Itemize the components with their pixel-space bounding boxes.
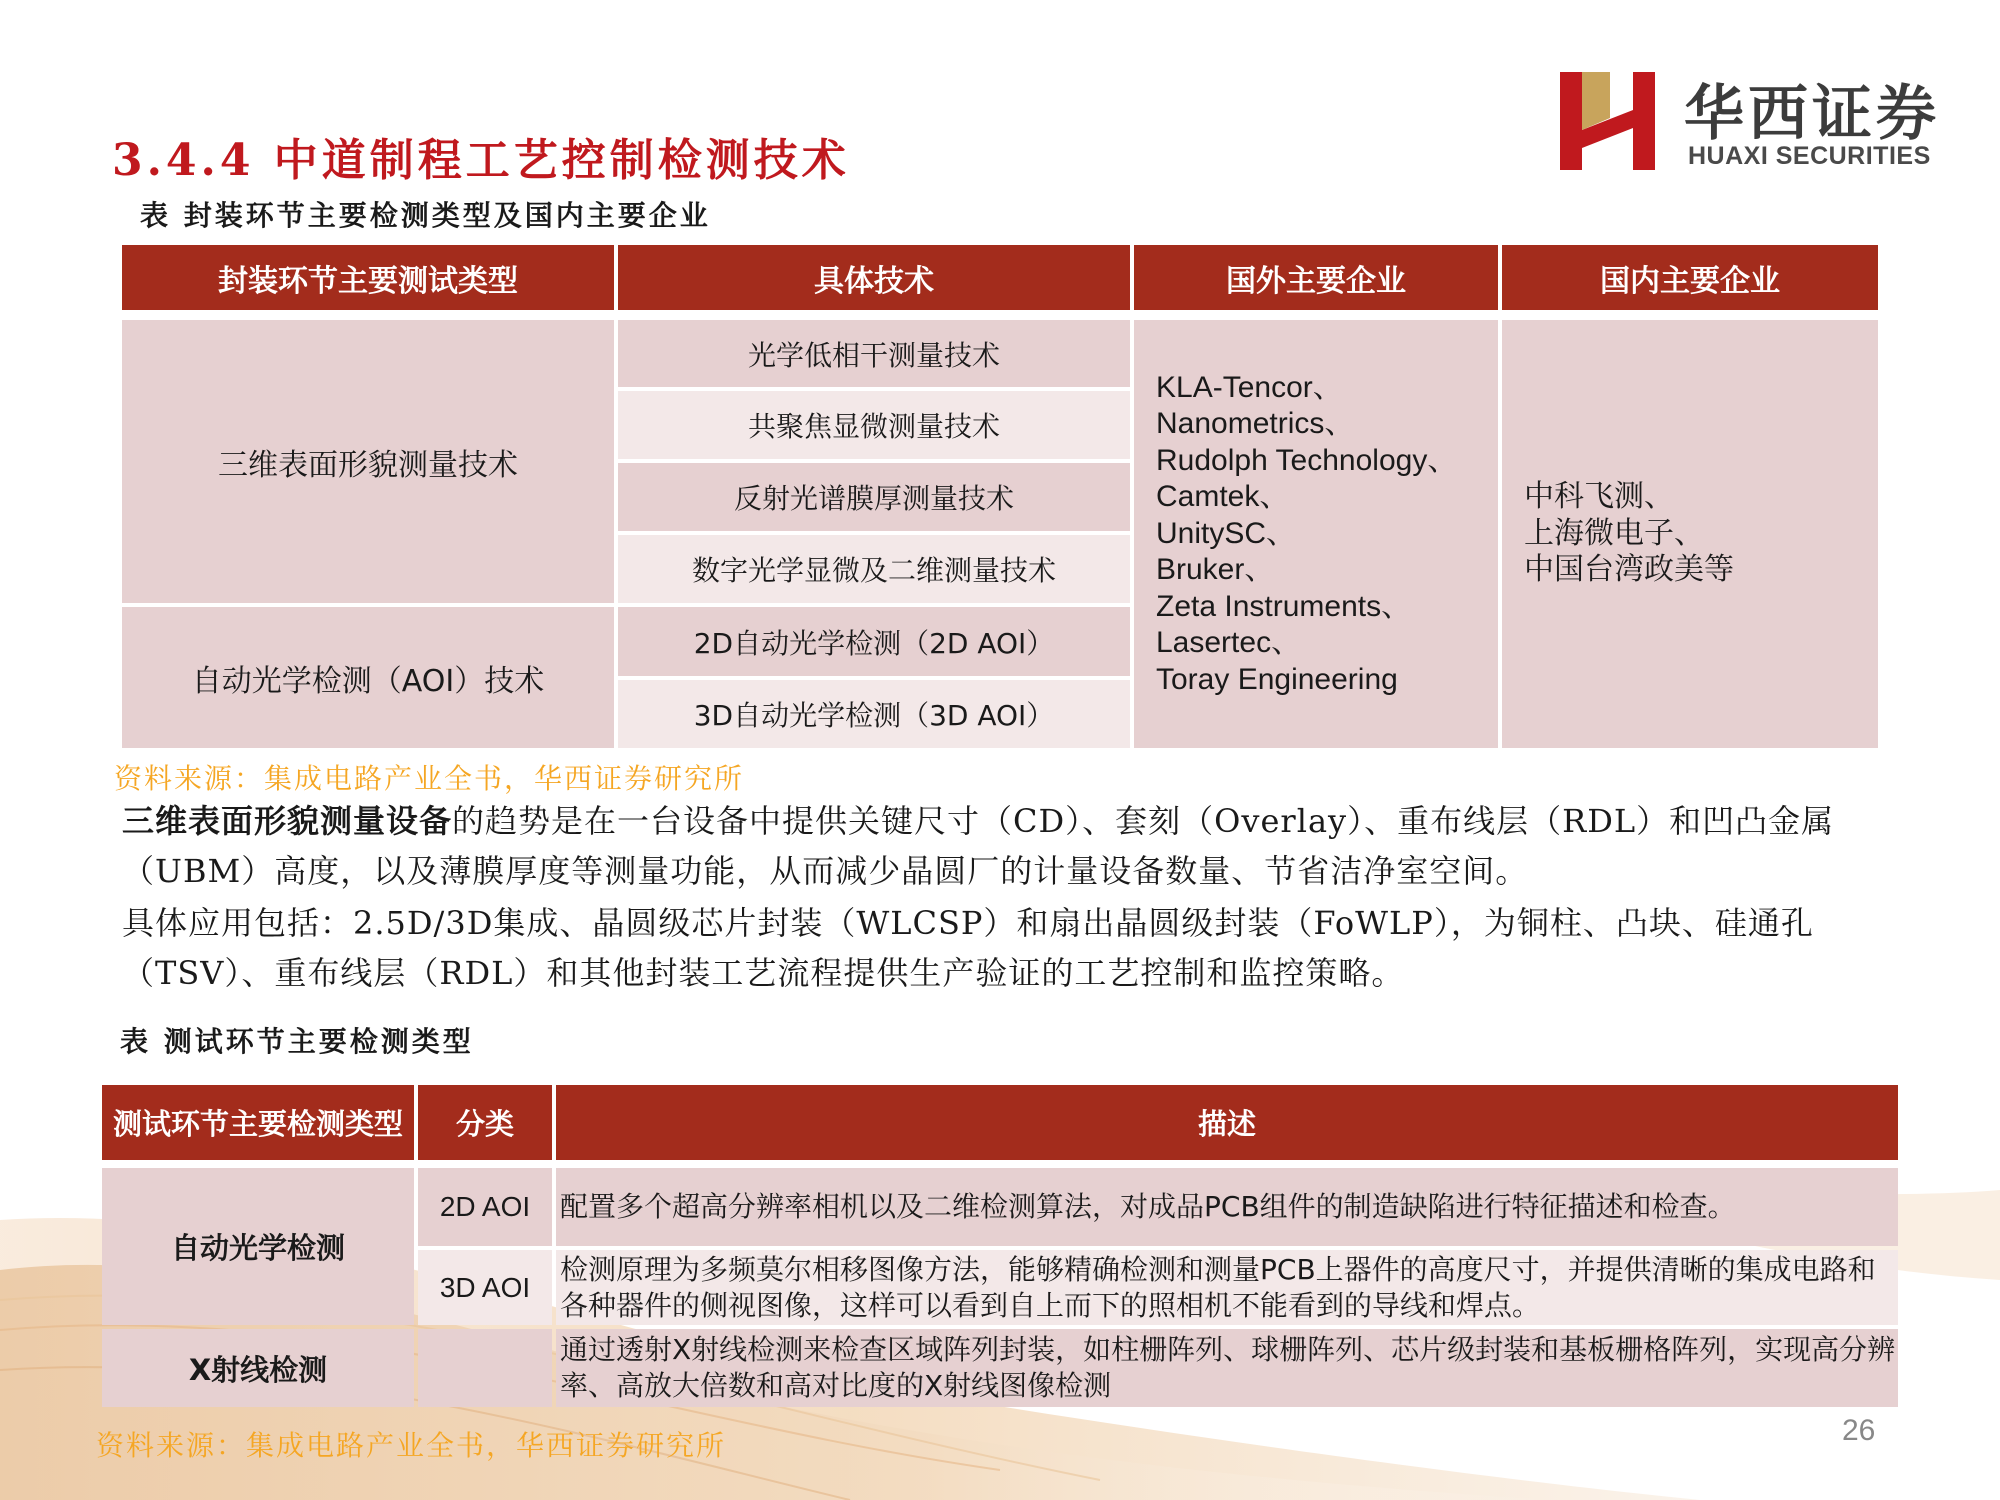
table2-source: 资料来源：集成电路产业全书，华西证券研究所 [96,1429,727,1462]
huaxi-logo-mark-icon [1560,70,1655,172]
table1-tech-cell: 2D自动光学检测（2D AOI） [618,607,1130,676]
table2-desc-cell: 检测原理为多频莫尔相移图像方法，能够精确检测和测量PCB上器件的高度尺寸，并提供清晰的集成电路和各种器件的侧视图像，这样可以看到自上而下的照相机不能看到的导线和焊点。 [556,1250,1898,1325]
table2-caption: 表 测试环节主要检测类型 [120,1025,474,1058]
table1-header-domestic: 国内主要企业 [1502,245,1878,310]
table1-header-type: 封装环节主要测试类型 [122,245,614,310]
foreign-company: Zeta Instruments、 [1156,589,1412,623]
table2-type-xray: X射线检测 [102,1329,414,1407]
table1-header-foreign: 国外主要企业 [1134,245,1498,310]
foreign-company: Camtek、 [1156,480,1290,514]
table1-tech-cell: 3D自动光学检测（3D AOI） [618,680,1130,748]
logo-name-en: HUAXI SECURITIES [1688,142,1931,170]
table1-type-3d-surface: 三维表面形貌测量技术 [122,320,614,603]
table1-type-aoi: 自动光学检测（AOI）技术 [122,607,614,748]
table1-tech-cell: 反射光谱膜厚测量技术 [618,463,1130,531]
table1-header-tech: 具体技术 [618,245,1130,310]
table1-tech-cell: 共聚焦显微测量技术 [618,391,1130,459]
foreign-company: UnitySC、 [1156,516,1297,550]
table1-tech-cell: 数字光学显微及二维测量技术 [618,535,1130,603]
page-number: 26 [1842,1414,1876,1447]
table2-desc-cell: 通过透射X射线检测来检查区域阵列封装，如柱栅阵列、球栅阵列、芯片级封装和基板栅格阵列，实现高分辨率、高放大倍数和高对比度的X射线图像检测 [556,1329,1898,1407]
domestic-company: 上海微电子、 [1524,515,1704,551]
table2-category-cell: 3D AOI [418,1250,552,1325]
foreign-company: KLA-Tencor、 [1156,370,1343,404]
table2-header-category: 分类 [418,1085,552,1160]
foreign-company: Toray Engineering [1156,662,1398,696]
company-logo [1560,70,1960,180]
table1-domestic-companies [1502,320,1878,748]
table2-header-type: 测试环节主要检测类型 [102,1085,414,1160]
foreign-company: Lasertec、 [1156,626,1302,660]
table1-tech-cell: 光学低相干测量技术 [618,320,1130,387]
page-title: 3.4.4 中道制程工艺控制检测技术 [112,135,850,186]
domestic-company: 中国台湾政美等 [1524,552,1734,588]
paragraph-bold-term: 三维表面形貌测量设备 [122,802,453,840]
paragraph-3d-surface [122,796,1942,896]
table2-header-desc: 描述 [556,1085,1898,1160]
table2-type-aoi: 自动光学检测 [102,1168,414,1325]
foreign-company: Bruker、 [1156,553,1275,587]
foreign-company: Nanometrics、 [1156,407,1355,441]
table1-caption: 表 封装环节主要检测类型及国内主要企业 [140,199,711,232]
table2-category-cell: 2D AOI [418,1168,552,1246]
domestic-company: 中科飞测、 [1524,479,1674,515]
foreign-company: Rudolph Technology、 [1156,443,1458,477]
table2-category-cell [418,1329,552,1407]
logo-name-cn: 华西证券 [1684,79,1940,149]
paragraph-text: 的趋势是在一台设备中提供关键尺寸（CD）、套刻（Overlay）、重布线层（RDL）和凹凸金属（UBM）高度，以及薄膜厚度等测量功能，从而减少晶圆厂的计量设备数量、节省洁净室空间。 [122,802,1835,890]
table1-source: 资料来源：集成电路产业全书，华西证券研究所 [114,762,745,795]
table1-foreign-companies [1134,320,1498,748]
table2-desc-cell: 配置多个超高分辨率相机以及二维检测算法，对成品PCB组件的制造缺陷进行特征描述和检查。 [556,1168,1898,1246]
paragraph-applications: 具体应用包括：2.5D/3D集成、晶圆级芯片封装（WLCSP）和扇出晶圆级封装（FoWLP），为铜柱、凸块、硅通孔（TSV）、重布线层（RDL）和其他封装工艺流程提供生产验证的工艺控制和监控策略。 [122,904,1814,992]
